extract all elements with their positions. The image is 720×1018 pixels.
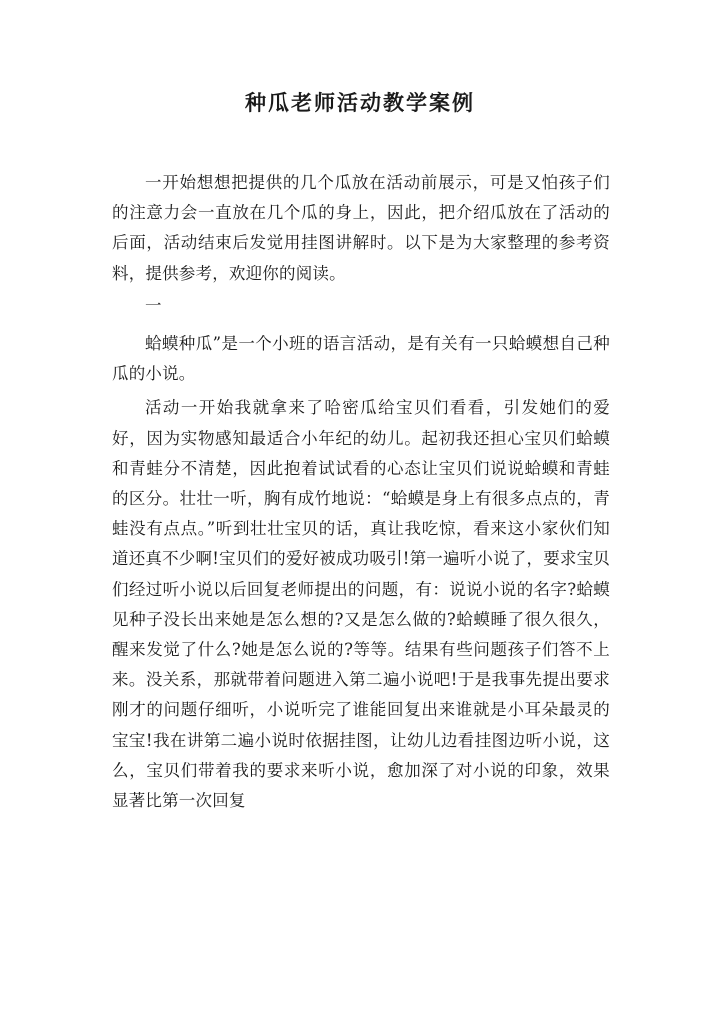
document-title: 种瓜老师活动教学案例 [245,90,475,115]
document-body [112,168,610,816]
paragraph-activity-description: 活动一开始我就拿来了哈密瓜给宝贝们看看，引发她们的爱好，因为实物感知最适合小年纪的幼儿。起初我还担心宝贝们蛤蟆和青蛙分不清楚，因此抱着试试看的心态让宝贝们说说蛤蟆和青蛙的区分。壮壮一听，胸有成竹地说：“蛤蟆是身上有很多点点的，青蛙没有点点。”听到壮壮宝贝的话，真让我吃惊，看来这小家伙们知道还真不少啊!宝贝们的爱好被成功吸引!第一遍听小说了，要求宝贝们经过听小说以后回复老师提出的问题，有：说说小说的名字?蛤蟆见种子没长出来她是怎么想的?又是怎么做的?蛤蟆睡了很久很久，醒来发觉了什么?她是怎么说的?等等。结果有些问题孩子们答不上来。没关系，那就带着问题进入第二遍小说吧!于是我事先提出要求刚才的问题仔细听，小说听完了谁能回复出来谁就是小耳朵最灵的宝宝!我在讲第二遍小说时依据挂图，让幼儿边看挂图边听小说，这么，宝贝们带着我的要求来听小说，愈加深了对小说的印象，效果显著比第一次回复 [112,398,610,811]
section-marker: 一 [145,295,162,315]
paragraph-story-summary: 蛤蟆种瓜”是一个小班的语言活动，是有关有一只蛤蟆想自己种瓜的小说。 [112,334,610,384]
paragraph-intro: 一开始想想把提供的几个瓜放在活动前展示，可是又怕孩子们的注意力会一直放在几个瓜的身上，因此，把介绍瓜放在了活动的后面，活动结束后发觉用挂图讲解时。以下是为大家整理的参考资料，提供参考，欢迎你的阅读。 [112,173,610,283]
